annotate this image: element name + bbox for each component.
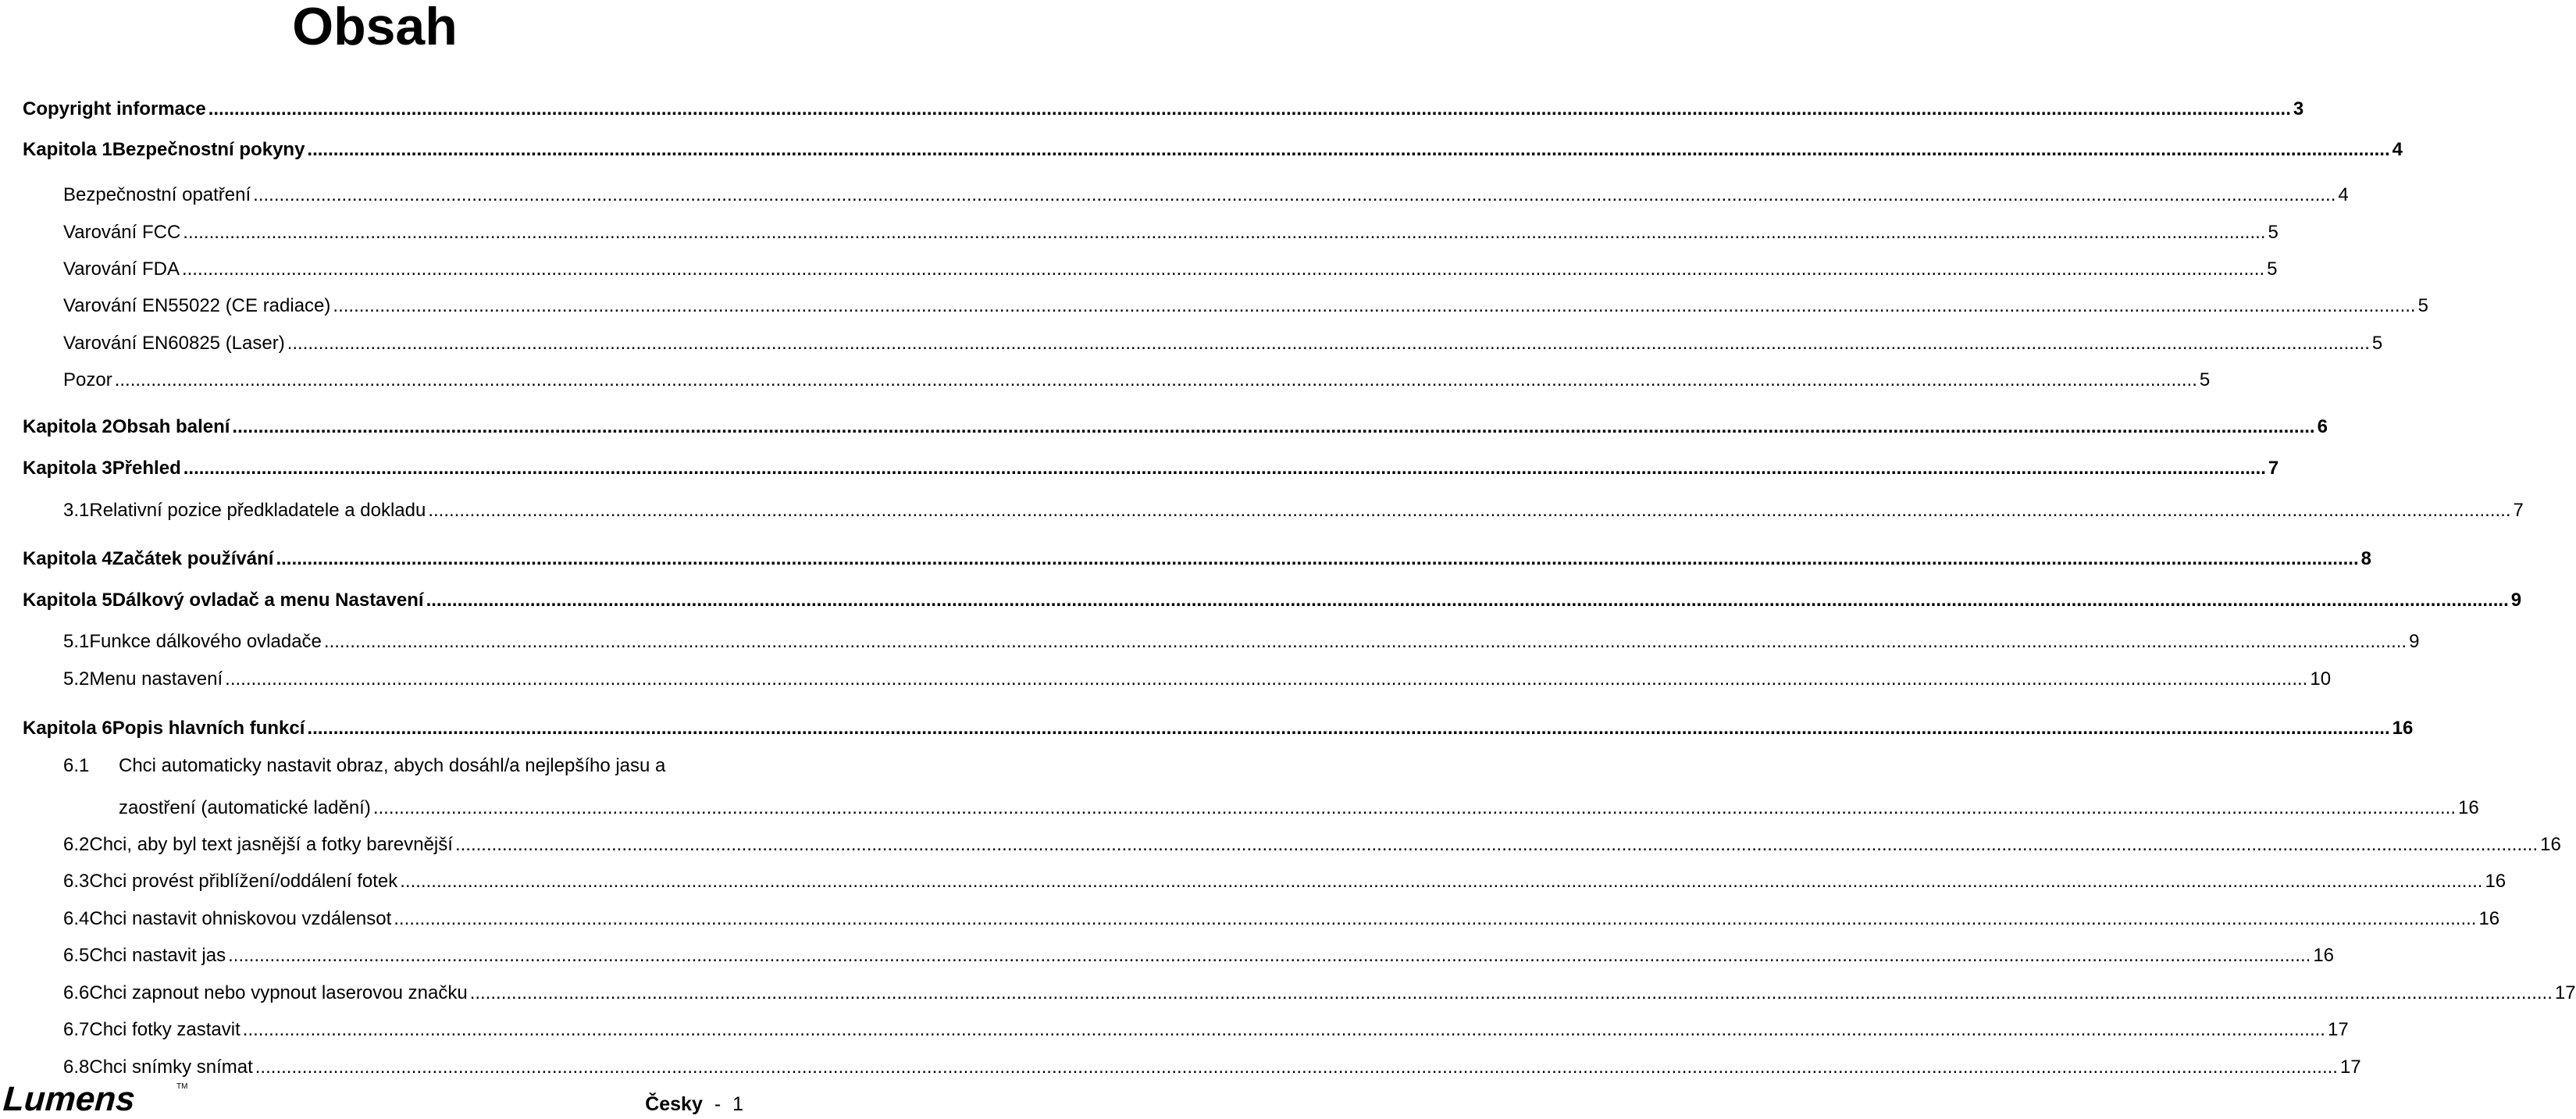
toc-page-number: 9 xyxy=(2510,590,2522,611)
toc-page-number: 5 xyxy=(2267,258,2278,280)
toc-page-number: 10 xyxy=(2310,668,2332,690)
toc-entry-number: Kapitola 5 xyxy=(23,590,112,611)
toc-page-number: 4 xyxy=(2392,139,2403,160)
toc-page-number: 5 xyxy=(2417,295,2428,316)
toc-entry-label: Chci nastavit ohniskovou vzdálensot xyxy=(89,908,392,929)
toc-page-number: 6 xyxy=(2317,416,2328,437)
toc-entry[interactable] xyxy=(63,755,746,782)
toc-page-number: 7 xyxy=(2268,458,2279,479)
toc-dot-leader: ................................................................................................................................................................................................................................................................................................................................................................................................................ xyxy=(400,871,2483,892)
toc-dot-leader: ................................................................................................................................................................................................................................................................................................................................................................................................................ xyxy=(372,797,2457,818)
page-title: Obsah xyxy=(292,0,458,56)
toc-page-number: 16 xyxy=(2540,834,2561,855)
toc-entry-label: Relativní pozice předkladatele a dokladu xyxy=(89,500,426,521)
toc-dot-leader: ................................................................................................................................................................................................................................................................................................................................................................................................................ xyxy=(394,908,2477,929)
toc-entry[interactable] xyxy=(63,626,2420,653)
toc-entry[interactable] xyxy=(23,94,2304,120)
toc-page-number: 7 xyxy=(2513,500,2524,521)
toc-entry-number: Kapitola 4 xyxy=(23,548,112,569)
toc-entry-label: Chci automaticky nastavit obraz, abych dosáhl/a nejlepšího jasu a xyxy=(119,755,666,776)
toc-dot-leader: ................................................................................................................................................................................................................................................................................................................................................................................................................ xyxy=(333,295,2416,316)
toc-page-number: 5 xyxy=(2268,222,2278,243)
toc-dot-leader: ................................................................................................................................................................................................................................................................................................................................................................................................................ xyxy=(307,718,2390,739)
toc-entry-number: 6.7 xyxy=(63,1019,90,1040)
toc-entry-label: Menu nastavení xyxy=(89,668,223,690)
toc-entry-number: 6.1 xyxy=(63,755,90,776)
toc-page-number: 3 xyxy=(2293,98,2304,119)
toc-entry[interactable] xyxy=(63,365,2211,391)
toc-entry-label: zaostření (automatické ladění) xyxy=(119,797,371,818)
toc-dot-leader: ................................................................................................................................................................................................................................................................................................................................................................................................................ xyxy=(469,982,2553,1003)
toc-entry[interactable] xyxy=(63,978,2576,1004)
footer-separator: - xyxy=(714,1093,721,1115)
toc-dot-leader: ................................................................................................................................................................................................................................................................................................................................................................................................................ xyxy=(183,222,2266,243)
toc-entry-number: Kapitola 6 xyxy=(23,718,112,739)
toc-page-number: 16 xyxy=(2485,871,2507,892)
toc-dot-leader: ................................................................................................................................................................................................................................................................................................................................................................................................................ xyxy=(276,548,2359,569)
toc-page-number: 16 xyxy=(2478,908,2500,929)
toc-dot-leader: ................................................................................................................................................................................................................................................................................................................................................................................................................ xyxy=(287,333,2370,354)
toc-entry[interactable] xyxy=(63,217,2278,244)
toc-entry[interactable] xyxy=(63,1052,2361,1078)
toc-entry-number: 3.1 xyxy=(63,500,90,521)
toc-dot-leader: ................................................................................................................................................................................................................................................................................................................................................................................................................ xyxy=(242,1019,2325,1040)
toc-entry-label: Funkce dálkového ovladače xyxy=(89,631,322,652)
toc-entry-number: 6.5 xyxy=(63,945,90,966)
footer-page-number: 1 xyxy=(732,1093,743,1115)
toc-dot-leader: ................................................................................................................................................................................................................................................................................................................................................................................................................ xyxy=(428,500,2511,521)
toc-page-number: 16 xyxy=(2458,797,2479,818)
toc-entry-number: 6.3 xyxy=(63,871,90,892)
toc-entry[interactable] xyxy=(23,412,2328,438)
toc-entry-label: Chci snímky snímat xyxy=(89,1057,253,1078)
toc-entry[interactable] xyxy=(63,328,2383,355)
toc-entry-number: Kapitola 1 xyxy=(23,139,112,160)
footer-language: Česky xyxy=(645,1093,703,1115)
toc-entry-number: 5.1 xyxy=(63,631,90,652)
toc-entry-label: Začátek používání xyxy=(112,548,274,569)
toc-entry[interactable] xyxy=(63,180,2349,206)
toc-entry[interactable] xyxy=(23,134,2403,161)
toc-page-number: 5 xyxy=(2371,333,2383,354)
toc-entry-label: Bezpečnostní pokyny xyxy=(112,139,305,160)
toc-entry-number: 6.6 xyxy=(63,982,90,1003)
toc-entry-label: Chci nastavit jas xyxy=(89,945,226,966)
toc-entry[interactable] xyxy=(63,903,2500,930)
toc-entry[interactable] xyxy=(63,290,2428,317)
toc-entry-label: Přehled xyxy=(112,458,181,479)
toc-entry[interactable] xyxy=(63,829,2561,856)
toc-entry-number: 6.4 xyxy=(63,908,90,929)
toc-entry[interactable] xyxy=(23,453,2279,479)
toc-entry-label: Popis hlavních funkcí xyxy=(112,718,305,739)
toc-entry-label: Obsah balení xyxy=(112,416,230,437)
page-footer xyxy=(645,1093,743,1116)
toc-entry-label: Chci provést přiblížení/oddálení fotek xyxy=(89,871,398,892)
toc-entry-number: Kapitola 2 xyxy=(23,416,112,437)
toc-entry[interactable] xyxy=(63,1014,2349,1041)
toc-entry[interactable] xyxy=(63,940,2335,967)
toc-entry[interactable] xyxy=(23,713,2414,739)
toc-dot-leader: ................................................................................................................................................................................................................................................................................................................................................................................................................ xyxy=(255,1057,2338,1078)
toc-entry-number: 6.8 xyxy=(63,1057,90,1078)
toc-dot-leader: ................................................................................................................................................................................................................................................................................................................................................................................................................ xyxy=(228,945,2311,966)
toc-dot-leader: ................................................................................................................................................................................................................................................................................................................................................................................................................ xyxy=(181,258,2265,280)
toc-page-number: 8 xyxy=(2360,548,2371,569)
toc-page-number: 4 xyxy=(2338,184,2349,205)
toc-page-number: 16 xyxy=(2313,945,2335,966)
toc-entry[interactable] xyxy=(23,543,2371,570)
toc-entry-continuation[interactable] xyxy=(119,793,2479,819)
toc-page-number: 5 xyxy=(2199,369,2211,390)
lumens-logo xyxy=(2,1079,191,1118)
toc-dot-leader: ................................................................................................................................................................................................................................................................................................................................................................................................................ xyxy=(114,369,2197,390)
toc-page-number: 17 xyxy=(2327,1019,2349,1040)
toc-entry-label: Chci zapnout nebo vypnout laserovou značku xyxy=(89,982,468,1003)
toc-entry[interactable] xyxy=(63,664,2332,690)
toc-dot-leader: ................................................................................................................................................................................................................................................................................................................................................................................................................ xyxy=(253,184,2336,205)
toc-entry[interactable] xyxy=(63,254,2278,280)
toc-dot-leader: ................................................................................................................................................................................................................................................................................................................................................................................................................ xyxy=(225,668,2308,690)
toc-entry-label: Chci fotky zastavit xyxy=(89,1019,240,1040)
toc-entry-label: Varování EN60825 (Laser) xyxy=(63,333,285,354)
toc-entry-label: Bezpečnostní opatření xyxy=(63,184,251,205)
toc-page-number: 9 xyxy=(2409,631,2420,652)
toc-page-number: 16 xyxy=(2392,718,2414,739)
logo-text: Lumens xyxy=(2,1080,137,1118)
toc-entry-label: Dálkový ovladač a menu Nastavení xyxy=(112,590,424,611)
logo-trademark: TM xyxy=(176,1082,188,1091)
toc-entry-number: Kapitola 3 xyxy=(23,458,112,479)
toc-entry[interactable] xyxy=(23,585,2522,611)
toc-dot-leader: ................................................................................................................................................................................................................................................................................................................................................................................................................ xyxy=(323,631,2407,652)
toc-dot-leader: ................................................................................................................................................................................................................................................................................................................................................................................................................ xyxy=(232,416,2315,437)
toc-dot-leader: ................................................................................................................................................................................................................................................................................................................................................................................................................ xyxy=(208,98,2291,119)
toc-dot-leader: ................................................................................................................................................................................................................................................................................................................................................................................................................ xyxy=(183,458,2266,479)
toc-entry-number: 6.2 xyxy=(63,834,90,855)
toc-dot-leader: ................................................................................................................................................................................................................................................................................................................................................................................................................ xyxy=(426,590,2509,611)
toc-entry-label: Varování FDA xyxy=(63,258,180,280)
toc-entry-label: Pozor xyxy=(63,369,112,390)
toc-dot-leader: ................................................................................................................................................................................................................................................................................................................................................................................................................ xyxy=(307,139,2390,160)
toc-page-number: 17 xyxy=(2339,1057,2361,1078)
toc-entry-label: Copyright informace xyxy=(23,98,206,119)
toc-entry-label: Varování EN55022 (CE radiace) xyxy=(63,295,331,316)
toc-entry-label: Varování FCC xyxy=(63,222,181,243)
toc-page-number: 17 xyxy=(2554,982,2576,1003)
toc-entry-label: Chci, aby byl text jasnější a fotky barevnější xyxy=(89,834,453,855)
toc-dot-leader: ................................................................................................................................................................................................................................................................................................................................................................................................................ xyxy=(454,834,2539,855)
toc-entry[interactable] xyxy=(63,495,2524,522)
toc-entry[interactable] xyxy=(63,866,2507,893)
toc-entry-number: 5.2 xyxy=(63,668,90,690)
